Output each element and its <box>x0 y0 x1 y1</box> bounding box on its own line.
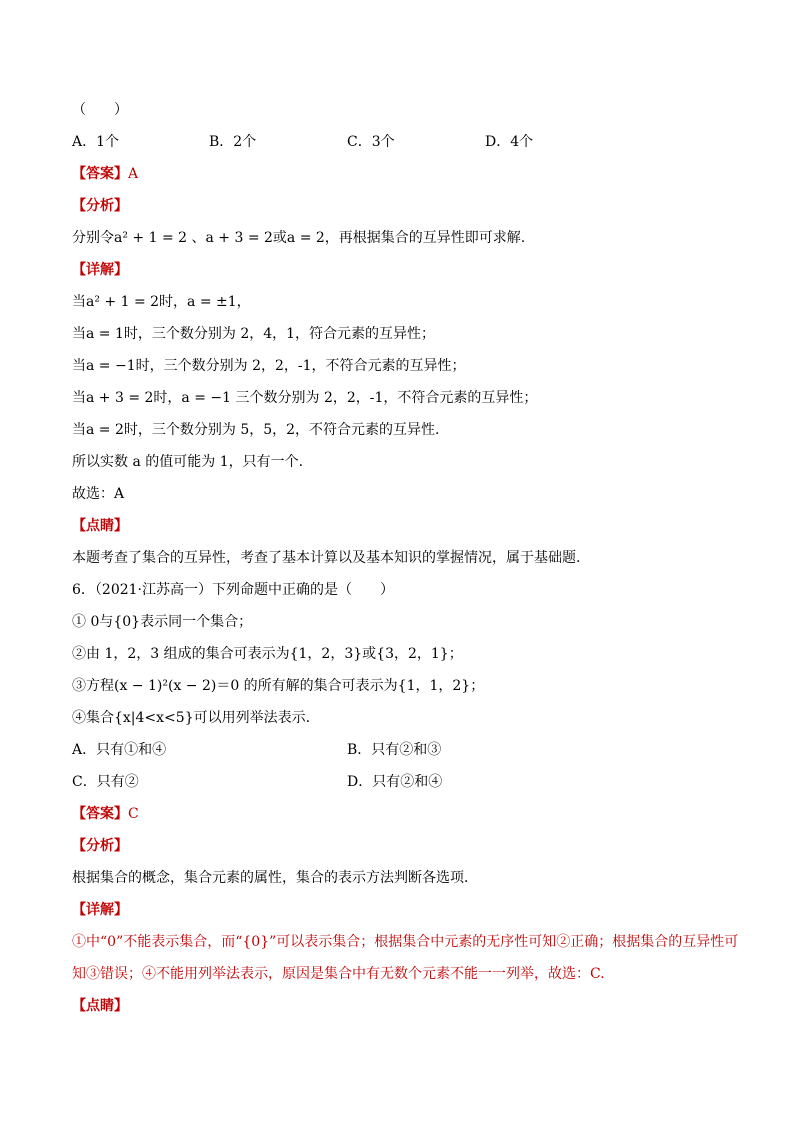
option-a: A．1个 <box>72 134 120 150</box>
detail-tag: 【详解】 <box>72 262 128 278</box>
statement-1: ① 0与{0}表示同一个集合； <box>72 614 253 630</box>
q6-analysis-tag: 【分析】 <box>72 838 128 854</box>
q6-answer-line <box>72 804 139 824</box>
q6-answer-tag: 【答案】 <box>72 806 128 822</box>
q6-detail-line-1: ①中“0”不能表示集合，而“{0}”可以表示集合；根据集合中元素的无序性可知②正确；根据集合的互异性可 <box>72 934 739 950</box>
comment-text: 本题考查了集合的互异性，考查了基本计算以及基本知识的掌握情况，属于基础题. <box>72 550 581 566</box>
q6-comment-tag: 【点睛】 <box>72 998 128 1014</box>
question-6-stem: 6．（2021·江苏高一）下列命题中正确的是（ ） <box>72 582 394 598</box>
detail-line-1: 当a² + 1 = 2时，a = ±1， <box>72 294 251 310</box>
option-d: D．4个 <box>485 134 534 150</box>
q6-detail-tag: 【详解】 <box>72 902 128 918</box>
q6-analysis-text: 根据集合的概念，集合元素的属性，集合的表示方法判断各选项． <box>72 870 478 886</box>
statement-4: ④集合{x|4<x<5}可以用列举法表示. <box>72 710 311 726</box>
option-c: C．3个 <box>347 134 395 150</box>
detail-line-3: 当a = −1时，三个数分别为 2，2，-1，不符合元素的互异性； <box>72 358 466 374</box>
answer-tag: 【答案】 <box>72 166 128 182</box>
statement-3: ③方程(x − 1)²(x − 2)＝0 的所有解的集合可表示为{1，1，2}； <box>72 678 485 694</box>
question-parentheses: （ ） <box>72 102 128 118</box>
detail-line-4: 当a + 3 = 2时，a = −1 三个数分别为 2，2，-1，不符合元素的互异性； <box>72 390 538 406</box>
detail-line-2: 当a = 1时，三个数分别为 2，4，1，符合元素的互异性； <box>72 326 436 342</box>
option-b: B．2个 <box>209 134 257 150</box>
q6-detail-line-2: 知③错误；④不能用列举法表示，原因是集合中有无数个元素不能一一列举，故选：C. <box>72 966 605 982</box>
q6-option-d: D．只有②和④ <box>347 774 443 790</box>
analysis-text: 分别令a² + 1 = 2 、a + 3 = 2或a = 2，再根据集合的互异性即可求解. <box>72 230 526 246</box>
detail-line-5: 当a = 2时，三个数分别为 5，5，2，不符合元素的互异性. <box>72 422 440 438</box>
q6-option-a: A．只有①和④ <box>72 742 167 758</box>
answer-line <box>72 164 138 184</box>
answer-value: A <box>128 166 139 182</box>
detail-line-7: 故选：A <box>72 486 125 502</box>
q6-option-b: B．只有②和③ <box>347 742 442 758</box>
comment-tag: 【点睛】 <box>72 518 128 534</box>
statement-2: ②由 1，2，3 组成的集合可表示为{1，2，3}或{3，2，1}； <box>72 646 463 662</box>
analysis-tag: 【分析】 <box>72 198 128 214</box>
q6-option-c: C．只有② <box>72 774 139 790</box>
q6-answer-value: C <box>128 806 139 822</box>
detail-line-6: 所以实数 a 的值可能为 1，只有一个. <box>72 454 304 470</box>
